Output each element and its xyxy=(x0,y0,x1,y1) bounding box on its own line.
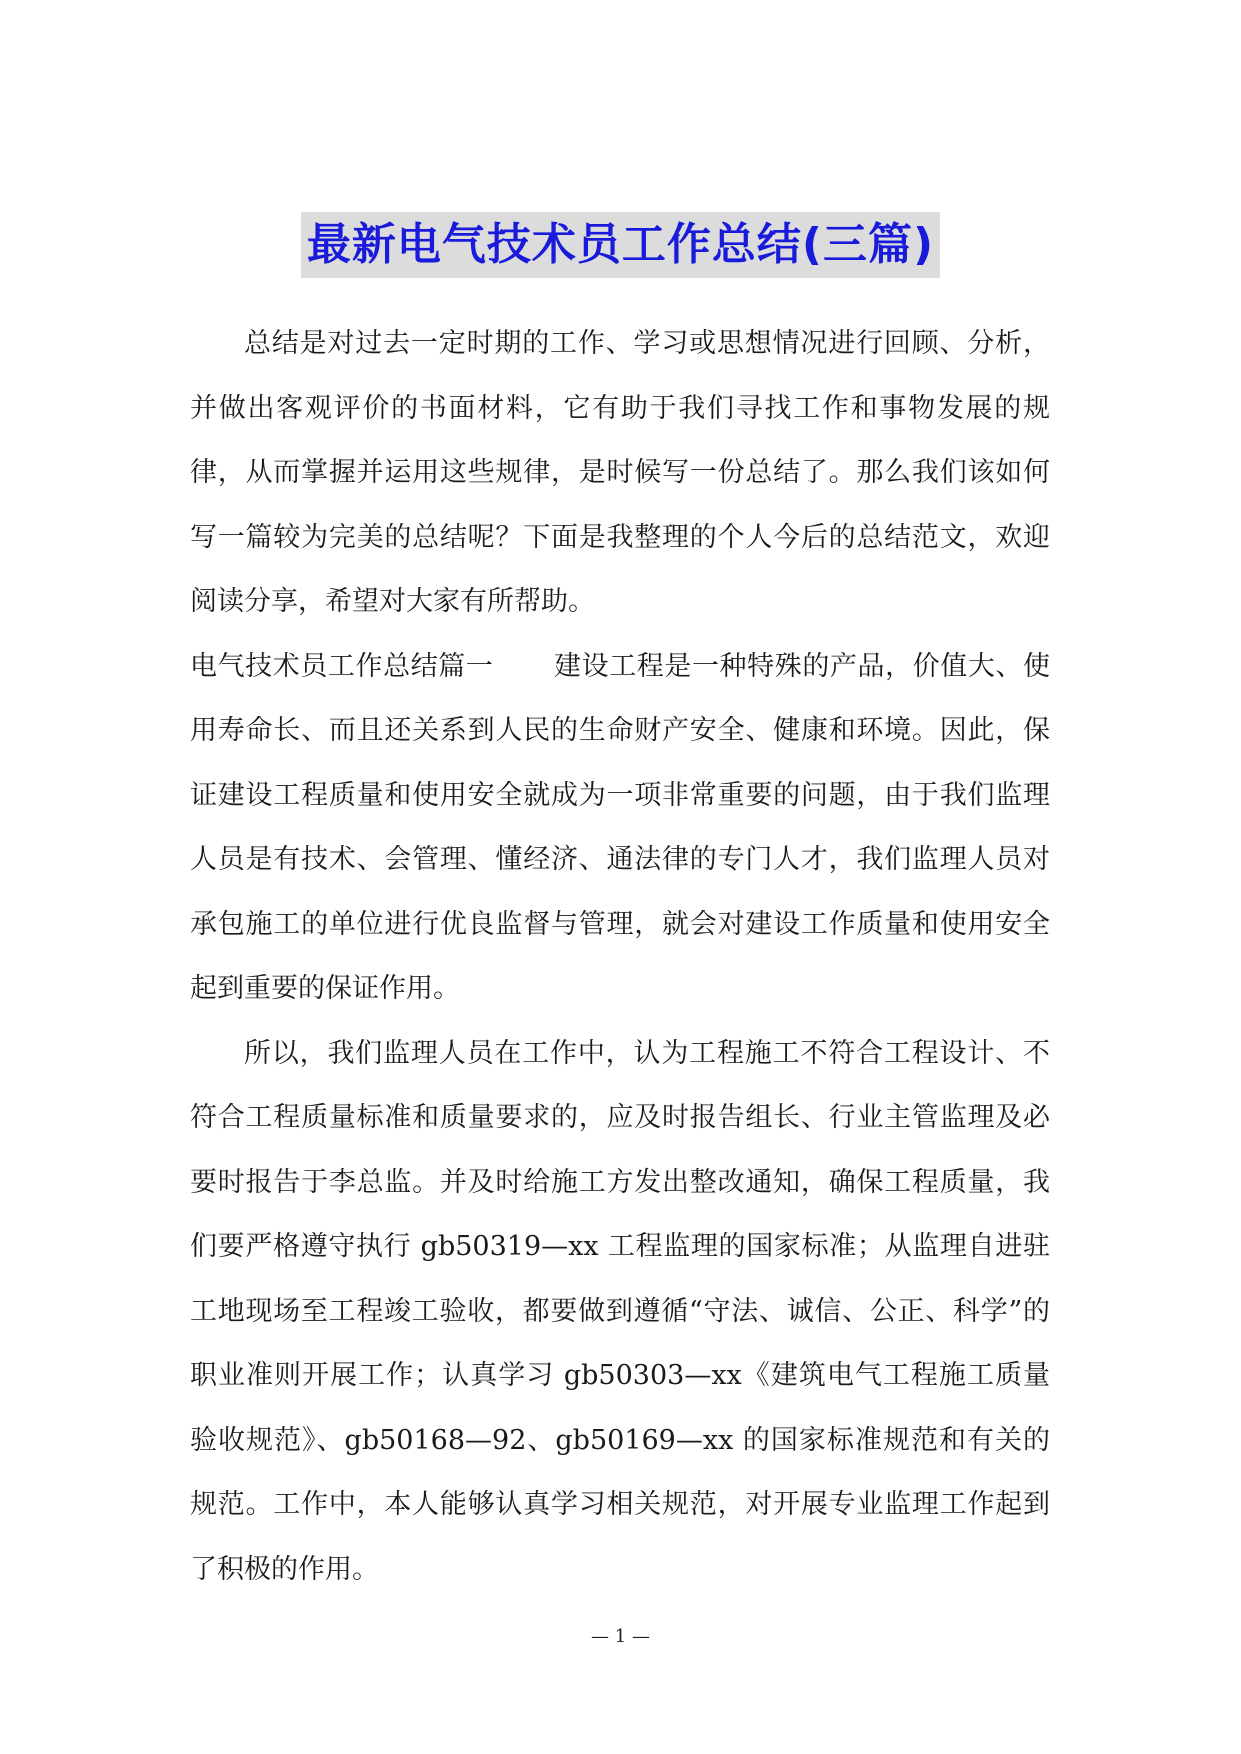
section-one-paragraph-2: 所以，我们监理人员在工作中，认为工程施工不符合工程设计、不符合工程质量标准和质量要求的，应及时报告组长、行业主管监理及必要时报告于李总监。并及时给施工方发出整改通知，确保工程质量，我们要严格遵守执行 gb50319—xx 工程监理的国家标准；从监理自进驻工地现场至工程竣工验收，都要做到遵循“守法、诚信、公正、科学”的职业准则开展工作；认真学习 gb50303—xx《建筑电气工程施工质量验收规范》、gb50168—92、gb50169—xx 的国家标准规范和有关的规范。工作中，本人能够认真学习相关规范，对开展专业监理工作起到了积极的作用。 xyxy=(190,1037,1050,1585)
section-one-text: 建设工程是一种特殊的产品，价值大、使用寿命长、而且还关系到人民的生命财产安全、健康和环境。因此，保证建设工程质量和使用安全就成为一项非常重要的问题，由于我们监理人员是有技术、会管理、懂经济、通法律的专门人才，我们监理人员对承包施工的单位进行优良监督与管理，就会对建设工作质量和使用安全起到重要的保证作用。 xyxy=(190,650,1051,1004)
section-heading: 电气技术员工作总结篇一 xyxy=(190,650,494,682)
section-one-paragraph xyxy=(190,635,1050,1022)
intro-paragraph: 总结是对过去一定时期的工作、学习或思想情况进行回顾、分析，并做出客观评价的书面材料，它有助于我们寻找工作和事物发展的规律，从而掌握并运用这些规律，是时候写一份总结了。那么我们该如何写一篇较为完美的总结呢？下面是我整理的个人今后的总结范文，欢迎阅读分享，希望对大家有所帮助。 xyxy=(190,328,1050,617)
document-body xyxy=(190,312,1050,1602)
document-title: 最新电气技术员工作总结(三篇) xyxy=(301,212,940,278)
title-container xyxy=(0,212,1241,278)
page-number: — 1 — xyxy=(591,1626,650,1647)
